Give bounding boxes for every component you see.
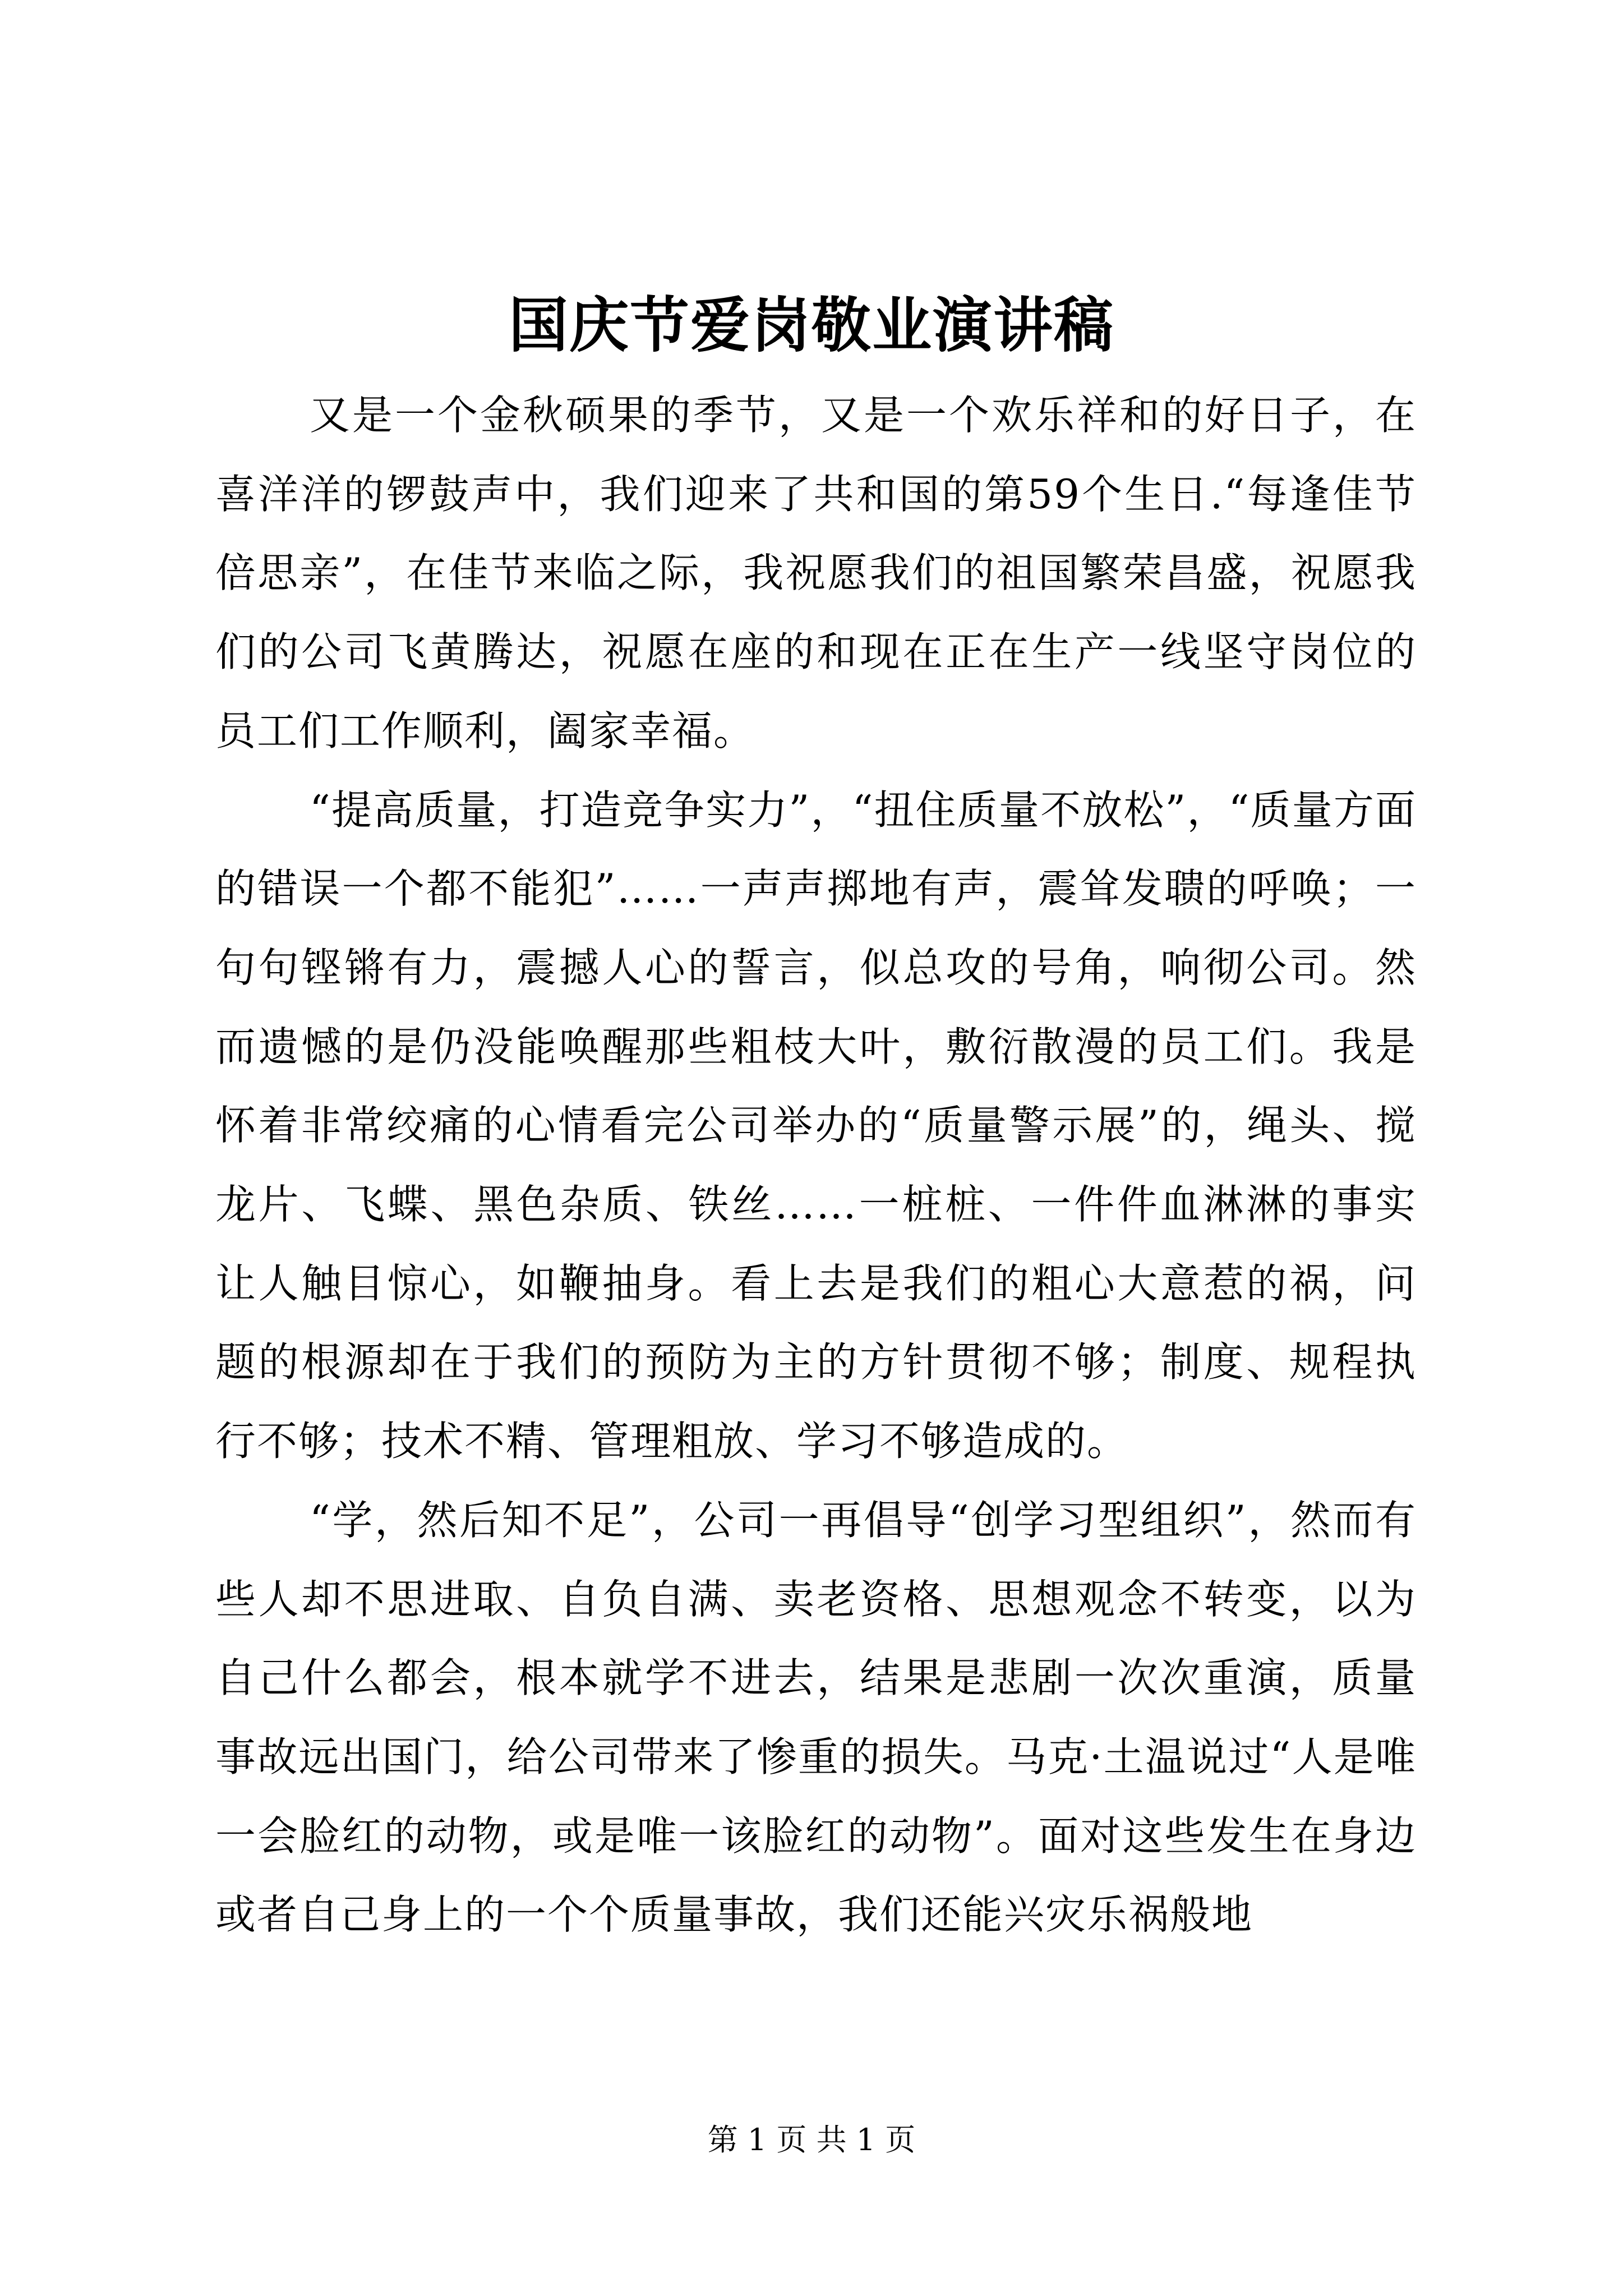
page-number-footer: 第 1 页 共 1 页: [707, 2122, 916, 2157]
document-body: [215, 376, 1417, 1954]
document-title: 国庆节爱岗敬业演讲稿: [509, 290, 1114, 360]
paragraph-1: 又是一个金秋硕果的季节，又是一个欢乐祥和的好日子，在喜洋洋的锣鼓声中，我们迎来了共和国的第59个生日.“每逢佳节倍思亲”，在佳节来临之际，我祝愿我们的祖国繁荣昌盛，祝愿我们的公司飞黄腾达，祝愿在座的和现在正在生产一线坚守岗位的员工们工作顺利，阖家幸福。: [215, 392, 1417, 754]
paragraph-2: “提高质量，打造竞争实力”，“扭住质量不放松”，“质量方面的错误一个都不能犯”……一声声掷地有声，震耸发聩的呼唤；一句句铿锵有力，震撼人心的誓言，似总攻的号角，响彻公司。然而遗憾的是仍没能唤醒那些粗枝大叶，敷衍散漫的员工们。我是怀着非常绞痛的心情看完公司举办的“质量警示展”的，绳头、搅龙片、飞蝶、黑色杂质、铁丝……一桩桩、一件件血淋淋的事实让人触目惊心，如鞭抽身。看上去是我们的粗心大意惹的祸，问题的根源却在于我们的预防为主的方针贯彻不够；制度、规程执行不够；技术不精、管理粗放、学习不够造成的。: [215, 786, 1417, 1465]
paragraph-3: “学，然后知不足”，公司一再倡导“创学习型组织”，然而有些人却不思进取、自负自满、卖老资格、思想观念不转变，以为自己什么都会，根本就学不进去，结果是悲剧一次次重演，质量事故远出国门，给公司带来了惨重的损失。马克·土温说过“人是唯一会脸红的动物，或是唯一该脸红的动物”。面对这些发生在身边或者自己身上的一个个质量事故，我们还能兴灾乐祸般地: [215, 1496, 1417, 1939]
